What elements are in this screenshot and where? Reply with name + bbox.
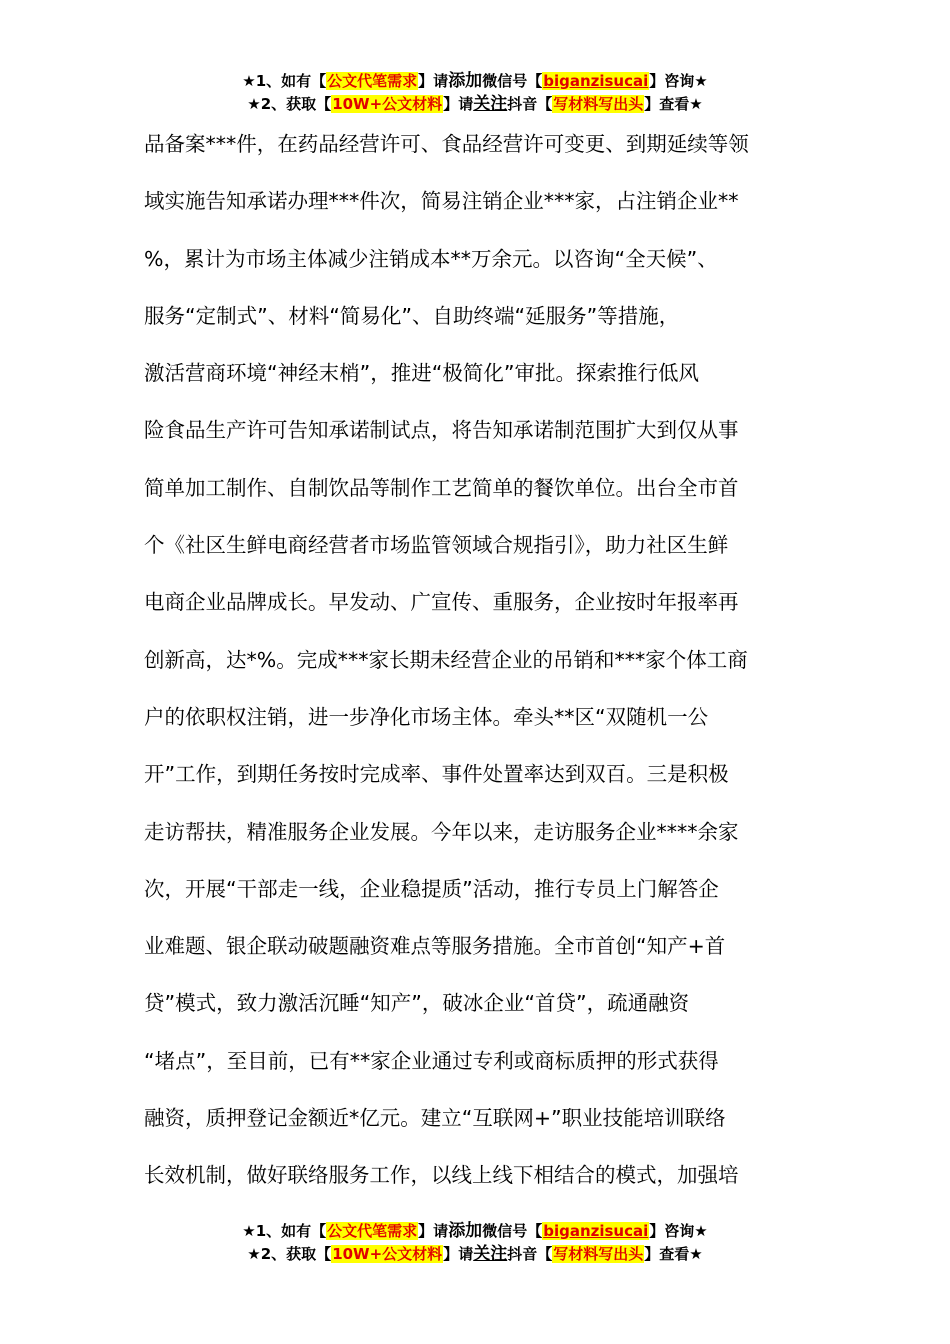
banner-text: 】查看★ — [644, 1245, 703, 1263]
banner-line-2 — [0, 93, 950, 116]
body-line: 简单加工制作、自制饮品等制作工艺简单的餐饮单位。出台全市首 — [144, 475, 739, 500]
banner-text: ★2、获取【 — [247, 95, 332, 113]
body-line: 服务“定制式”、材料“简易化”、自助终端“延服务”等措施， — [144, 303, 680, 328]
body-line: 品备案***件，在药品经营许可、食品经营许可变更、到期延续等领 — [144, 132, 749, 156]
header-banner — [0, 70, 950, 116]
body-line: 次，开展“干部走一线，企业稳提质”活动，推行专员上门解答企 — [144, 876, 719, 901]
banner-text: 抖音【 — [507, 95, 553, 113]
wechat-id-link[interactable]: biganzisucai — [543, 72, 649, 90]
banner-text: 】咨询★ — [649, 72, 708, 90]
banner-text: 】请 — [418, 72, 449, 90]
body-line: 电商企业品牌成长。早发动、广宣传、重服务，企业按时年报率再 — [144, 590, 739, 615]
banner-emphasis: 添加 — [448, 1221, 483, 1241]
body-line: %，累计为市场主体减少注销成本**万余元。以咨询“全天候”、 — [144, 246, 718, 271]
banner-text: 】请 — [443, 1245, 474, 1263]
banner-highlight: 公文代笔需求 — [327, 72, 418, 90]
body-line: 域实施告知承诺办理***件次，简易注销企业***家，占注销企业** — [144, 189, 739, 214]
banner-highlight: 10W+公文材料 — [332, 1245, 443, 1263]
body-line: 户的依职权注销，进一步净化市场主体。牵头**区“双随机一公 — [144, 704, 709, 729]
document-body — [144, 116, 808, 1205]
banner-highlight: 公文代笔需求 — [327, 1222, 418, 1240]
body-line: 激活营商环境“神经末梢”，推进“极简化”审批。探索推行低风 — [144, 361, 699, 386]
banner-line-2 — [0, 1243, 950, 1266]
banner-text: 抖音【 — [507, 1245, 553, 1263]
banner-text: ★1、如有【 — [242, 72, 327, 90]
banner-text: 微信号【 — [482, 1222, 543, 1240]
banner-text: 】请 — [418, 1222, 449, 1240]
banner-emphasis: 添加 — [448, 71, 483, 91]
douyin-account-highlight: 写材料写出头 — [553, 1245, 644, 1263]
banner-text: 】咨询★ — [649, 1222, 708, 1240]
douyin-account-highlight: 写材料写出头 — [553, 95, 644, 113]
body-line: 险食品生产许可告知承诺制试点，将告知承诺制范围扩大到仅从事 — [144, 418, 739, 443]
body-line: “堵点”，至目前，已有**家企业通过专利或商标质押的形式获得 — [144, 1048, 719, 1073]
banner-text: 】请 — [443, 95, 474, 113]
body-line: 业难题、银企联动破题融资难点等服务措施。全市首创“知产+首 — [144, 934, 726, 959]
body-line: 个《社区生鲜电商经营者市场监管领域合规指引》，助力社区生鲜 — [144, 533, 729, 558]
wechat-id-link[interactable]: biganzisucai — [543, 1222, 649, 1240]
banner-highlight: 10W+公文材料 — [332, 95, 443, 113]
banner-emphasis: 关注 — [473, 1244, 508, 1264]
banner-text: 微信号【 — [482, 72, 543, 90]
banner-text: ★2、获取【 — [247, 1245, 332, 1263]
body-line: 融资，质押登记金额近*亿元。建立“互联网+”职业技能培训联络 — [144, 1106, 726, 1131]
banner-line-1 — [0, 1220, 950, 1243]
banner-text: ★1、如有【 — [242, 1222, 327, 1240]
banner-line-1 — [0, 70, 950, 93]
body-line: 贷”模式，致力激活沉睡“知产”，破冰企业“首贷”，疏通融资 — [144, 991, 690, 1016]
footer-banner — [0, 1220, 950, 1266]
body-line: 创新高，达*%。完成***家长期未经营企业的吊销和***家个体工商 — [144, 647, 748, 672]
body-line: 开”工作，到期任务按时完成率、事件处置率达到双百。三是积极 — [144, 762, 729, 787]
banner-text: 】查看★ — [644, 95, 703, 113]
banner-emphasis: 关注 — [473, 94, 508, 114]
body-line: 长效机制，做好联络服务工作，以线上线下相结合的模式，加强培 — [144, 1163, 739, 1188]
body-line: 走访帮扶，精准服务企业发展。今年以来，走访服务企业****余家 — [144, 819, 739, 844]
